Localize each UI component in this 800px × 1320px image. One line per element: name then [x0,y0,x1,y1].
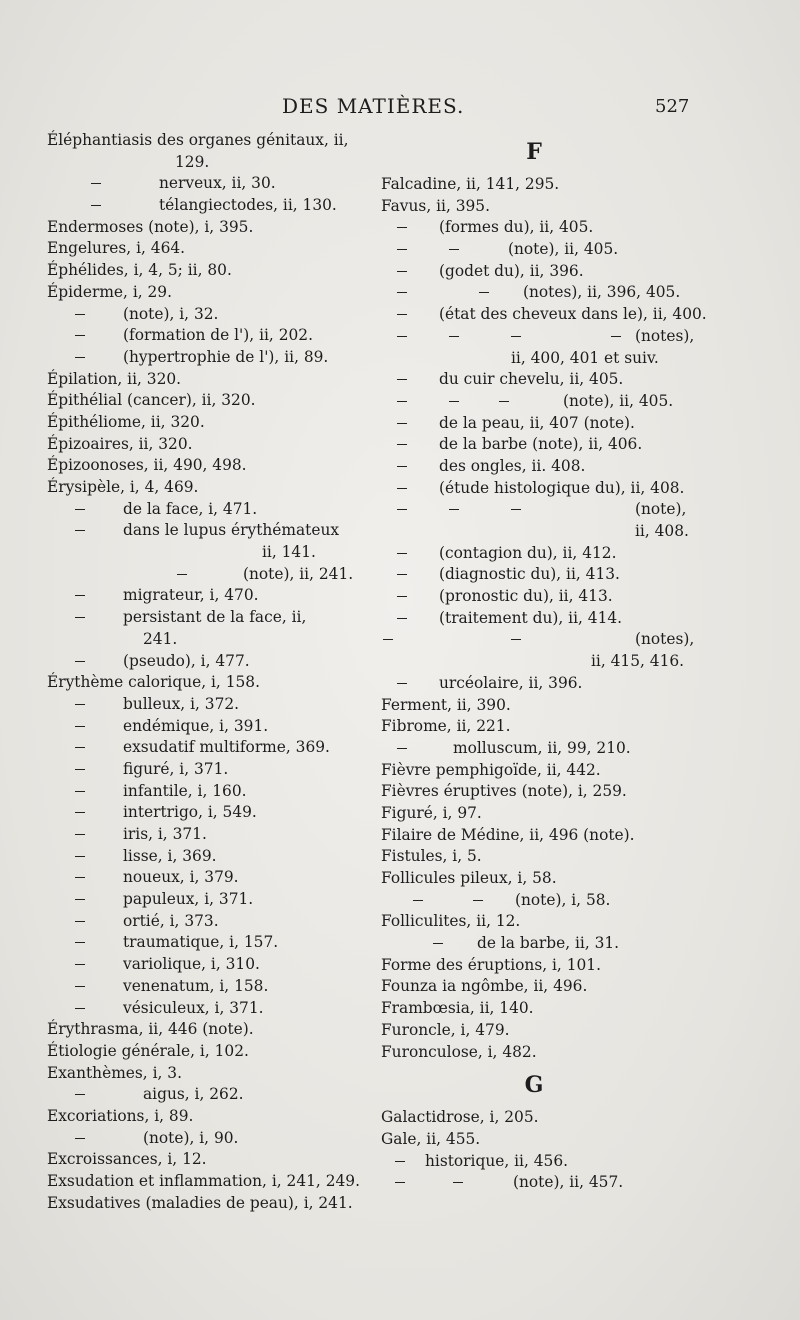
index-entry-text: Érythrasma, ii, 446 (note). [47,1020,254,1039]
index-entry-text: historique, ii, 456. [425,1151,569,1170]
ditto-dash [511,509,521,510]
index-entry [381,781,687,803]
page-number: 527 [655,96,690,117]
index-entry-text: (godet du), ii, 396. [439,261,584,280]
index-entry [47,1106,365,1128]
index-entry [47,585,365,607]
index-entry-text: Fibrome, ii, 221. [381,717,511,736]
index-entry-text: de la barbe, ii, 31. [477,934,620,953]
index-entry [47,976,365,998]
index-entry-text: (contagion du), ii, 412. [439,543,617,562]
ditto-dash [75,595,85,596]
index-entry-text: (note), i, 58. [515,890,611,909]
index-entry-text: Excoriations, i, 89. [47,1106,194,1125]
index-entry [381,608,687,630]
index-entry [381,174,687,196]
index-entry-text: (notes), [635,630,695,649]
index-entry-text: Érythème calorique, i, 158. [47,673,260,692]
index-entry [381,196,687,218]
index-entry-text: (traitement du), ii, 414. [439,608,623,627]
index-entry [381,716,687,738]
index-entry [381,456,687,478]
index-entry-text: dans le lupus érythémateux [123,521,340,540]
index-entry-text: Furoncle, i, 479. [381,1020,510,1039]
index-entry [47,455,365,477]
ditto-dash [75,812,85,813]
index-entry-text: Favus, ii, 395. [381,196,490,215]
index-entry-text: des ongles, ii. 408. [439,456,586,475]
ditto-dash [449,249,459,250]
ditto-dash [449,336,459,337]
index-entry-text: traumatique, i, 157. [123,933,279,952]
index-entry-text: iris, i, 371. [123,825,207,843]
ditto-dash [75,747,85,748]
index-entry [381,326,695,348]
index-entry [47,911,365,933]
ditto-dash [75,661,85,662]
index-entry [47,867,365,889]
index-entry [381,933,687,955]
index-entry [381,434,687,456]
index-entry [47,499,365,521]
index-entry-text: Fistules, i, 5. [381,847,482,866]
index-entry-text: Exsudatives (maladies de peau), i, 241. [47,1193,353,1212]
index-entry-text: Exsudation et inflammation, i, 241, 249. [47,1172,360,1190]
ditto-dash [75,357,85,358]
index-entry [381,1042,687,1064]
index-entry-text: papuleux, i, 371. [123,890,254,909]
index-entry-text: Étiologie générale, i, 102. [47,1041,249,1060]
index-entry-text: exsudatif multiforme, 369. [123,738,330,757]
index-entry [381,1151,687,1173]
index-entry [381,998,687,1020]
index-entry-text: Épiderme, i, 29. [47,282,172,301]
index-entry [47,542,365,564]
index-entry [47,694,365,716]
index-entry-text: Filaire de Médine, ii, 496 (note). [381,825,635,844]
index-entry-text: lisse, i, 369. [123,846,217,865]
index-entry-text: Épithéliome, ii, 320. [47,412,205,431]
index-entry [47,759,365,781]
ditto-dash [75,726,85,727]
index-entry [381,499,687,521]
index-entry [47,889,365,911]
index-entry [47,477,365,499]
index-entry [381,738,687,760]
index-entry-text: (note), i, 32. [123,304,219,323]
index-entry-text: variolique, i, 310. [123,955,260,974]
index-entry [381,261,687,283]
ditto-dash [397,444,407,445]
ditto-dash [511,639,521,640]
index-entry [47,1019,365,1041]
index-entry-text: infantile, i, 160. [123,781,247,800]
ditto-dash [611,336,621,337]
index-entry-text: Figuré, i, 97. [381,803,482,822]
index-entry-text: migrateur, i, 470. [123,586,259,605]
index-entry-text: Frambœsia, ii, 140. [381,999,534,1018]
ditto-dash [397,314,407,315]
index-entry-text: télangiectodes, ii, 130. [159,196,337,215]
index-entry [47,1193,365,1215]
ditto-dash [397,574,407,575]
index-entry [47,932,365,954]
index-entry [381,955,687,977]
index-entry-text: 241. [143,629,178,648]
index-entry-text: Endermoses (note), i, 395. [47,217,254,236]
index-entry-text: (hypertrophie de l'), ii, 89. [123,347,329,366]
index-entry-text: Gale, ii, 455. [381,1129,481,1148]
ditto-dash [75,877,85,878]
ditto-dash [75,769,85,770]
index-entry [381,217,687,239]
index-entry-text: Engelures, i, 464. [47,239,186,258]
index-entry [47,282,365,304]
index-entry [47,347,365,369]
ditto-dash [499,401,509,402]
ditto-dash [397,509,407,510]
index-entry-text: Galactidrose, i, 205. [381,1108,539,1127]
index-entry-text: du cuir chevelu, ii, 405. [439,370,624,389]
ditto-dash [397,227,407,228]
ditto-dash [397,683,407,684]
ditto-dash [397,271,407,272]
index-entry [47,672,365,694]
index-entry-text: Fièvres éruptives (note), i, 259. [381,782,627,801]
ditto-dash [453,1182,463,1183]
ditto-dash [397,292,407,293]
index-entry [381,673,687,695]
index-entry [47,1041,365,1063]
index-entry [381,868,687,890]
ditto-dash [397,748,407,749]
ditto-dash [75,856,85,857]
index-entry-text: (formes du), ii, 405. [439,218,594,237]
index-entry [47,737,365,759]
index-entry [381,369,687,391]
index-entry-text: (note), ii, 405. [563,391,674,410]
index-entry [381,521,687,543]
index-entry-text: venenatum, i, 158. [123,976,269,995]
ditto-dash [397,379,407,380]
index-entry [47,304,365,326]
index-entry-text: endémique, i, 391. [123,716,269,735]
index-entry [47,152,365,174]
index-entry-text: ii, 408. [635,522,689,540]
index-entry [47,802,365,824]
ditto-dash [177,574,187,575]
index-entry-text: Follicules pileux, i, 58. [381,869,557,887]
index-entry [381,304,707,326]
ditto-dash [397,401,407,402]
index-entry-text: (note), ii, 405. [508,240,619,259]
ditto-dash [473,900,483,901]
index-entry [381,239,687,261]
index-entry-text: bulleux, i, 372. [123,694,240,713]
index-entry [381,348,687,370]
index-entry-text: (note), [635,500,687,519]
ditto-dash [75,1094,85,1095]
ditto-dash [75,899,85,900]
ditto-dash [397,596,407,597]
index-entry [47,846,365,868]
ditto-dash [91,183,101,184]
index-entry [381,629,695,651]
index-entry [47,954,365,976]
index-entry-text: Épizoaires, ii, 320. [47,434,193,453]
index-entry [381,1020,687,1042]
index-entry [381,478,687,500]
ditto-dash [449,509,459,510]
index-entry [47,998,365,1020]
index-entry-text: (notes), [635,326,695,345]
ditto-dash [75,530,85,531]
index-column-left [47,130,365,1214]
ditto-dash [397,488,407,489]
index-entry [47,217,365,239]
ditto-dash [395,1161,405,1162]
ditto-dash [397,336,407,337]
ditto-dash [75,834,85,835]
index-entry-text: aigus, i, 262. [143,1085,244,1104]
ditto-dash [75,704,85,705]
page-header-title: DES MATIÈRES. [282,94,465,118]
ditto-dash [397,553,407,554]
index-entry-text: Épilation, ii, 320. [47,369,182,388]
ditto-dash [413,900,423,901]
index-column-right [381,130,707,1194]
index-entry [47,716,365,738]
index-entry [47,564,365,586]
ditto-dash [75,964,85,965]
index-entry-text: ortié, i, 373. [123,911,219,930]
index-entry [47,1149,365,1171]
ditto-dash [75,986,85,987]
index-entry-text: persistant de la face, ii, [123,608,307,627]
ditto-dash [397,423,407,424]
index-entry-text: Folliculites, ii, 12. [381,912,521,931]
index-entry [381,543,687,565]
index-entry [47,325,365,347]
index-entry [47,520,365,542]
index-entry-text: (diagnostic du), ii, 413. [439,565,620,584]
ditto-dash [91,205,101,206]
index-entry-text: de la barbe (note), ii, 406. [439,435,643,454]
ditto-dash [75,1138,85,1139]
index-entry-text: Exanthèmes, i, 3. [47,1063,182,1082]
index-entry-text: molluscum, ii, 99, 210. [453,738,631,757]
index-entry [47,173,365,195]
index-entry [381,695,687,717]
index-entry-text: Ferment, ii, 390. [381,695,511,714]
index-entry-text: intertrigo, i, 549. [123,803,257,822]
ditto-dash [449,401,459,402]
index-entry-text: Épizoonoses, ii, 490, 498. [47,456,247,475]
ditto-dash [433,943,443,944]
index-entry-text: (note), i, 90. [143,1128,239,1147]
index-entry [381,282,687,304]
index-entry [47,260,365,282]
index-entry-text: noueux, i, 379. [123,868,239,887]
ditto-dash [75,335,85,336]
index-entry-text: vésiculeux, i, 371. [123,998,264,1017]
index-entry [381,846,687,868]
index-entry-text: urcéolaire, ii, 396. [439,673,583,692]
index-entry [47,238,365,260]
index-entry-text: de la peau, ii, 407 (note). [439,413,635,432]
index-entry-text: Érysipèle, i, 4, 469. [47,478,199,496]
index-entry [47,390,365,412]
section-letter: F [526,139,542,165]
index-entry-text: (note), ii, 457. [513,1173,624,1192]
index-entry [47,1128,365,1150]
ditto-dash [479,292,489,293]
index-entry [47,781,365,803]
index-entry [381,564,687,586]
index-entry-text: Furonculose, i, 482. [381,1042,537,1061]
index-entry [381,803,687,825]
index-entry [47,824,365,846]
index-entry-text: (formation de l'), ii, 202. [123,326,313,345]
index-entry [47,195,365,217]
index-entry [47,369,365,391]
index-entry [47,434,365,456]
index-entry-text: ii, 415, 416. [591,652,685,671]
index-entry-text: Forme des éruptions, i, 101. [381,955,601,974]
ditto-dash [75,921,85,922]
index-entry [47,629,365,651]
index-entry-text: (pseudo), i, 477. [123,651,250,670]
index-entry-text: (pronostic du), ii, 413. [439,587,613,606]
index-entry [381,760,687,782]
ditto-dash [383,639,393,640]
index-entry-text: nerveux, ii, 30. [159,174,276,193]
index-entry-text: figuré, i, 371. [123,759,229,778]
ditto-dash [511,336,521,337]
index-entry [381,825,687,847]
ditto-dash [75,791,85,792]
index-entry-text: Éphélides, i, 4, 5; ii, 80. [47,261,232,280]
index-entry [47,607,365,629]
ditto-dash [75,509,85,510]
index-entry [381,651,687,673]
ditto-dash [75,1008,85,1009]
ditto-dash [75,942,85,943]
index-entry-text: Falcadine, ii, 141, 295. [381,175,560,193]
index-entry [381,1129,687,1151]
ditto-dash [75,617,85,618]
index-entry-text: Épithélial (cancer), ii, 320. [47,391,256,410]
index-entry [381,976,687,998]
index-entry-text: (étude histologique du), ii, 408. [439,478,685,497]
index-entry-text: Excroissances, i, 12. [47,1150,207,1169]
index-entry [47,651,365,673]
index-entry [381,413,687,435]
index-entry-text: ii, 400, 401 et suiv. [511,348,659,367]
index-entry-text: Fièvre pemphigoïde, ii, 442. [381,760,601,779]
index-entry-text: Éléphantiasis des organes génitaux, ii, [47,131,349,149]
ditto-dash [397,249,407,250]
index-entry [47,1084,365,1106]
index-entry [47,1171,365,1193]
index-entry [381,890,687,912]
index-entry-text: (note), ii, 241. [243,564,354,583]
index-entry-text: Founza ia ngômbe, ii, 496. [381,977,588,996]
index-entry [381,911,687,933]
index-entry [47,1063,365,1085]
ditto-dash [75,314,85,315]
ditto-dash [397,618,407,619]
index-entry [381,391,687,413]
index-entry-text: 129. [175,152,210,171]
ditto-dash [395,1182,405,1183]
ditto-dash [397,466,407,467]
index-entry [47,412,365,434]
index-entry [381,586,687,608]
section-letter: G [524,1072,544,1099]
index-entry [47,130,365,152]
index-entry [381,1107,687,1129]
index-entry-text: (état des cheveux dans le), ii, 400. [439,305,707,324]
index-entry-text: ii, 141. [262,543,316,562]
index-entry-text: (notes), ii, 396, 405. [523,283,681,302]
index-entry [381,1172,687,1194]
index-entry-text: de la face, i, 471. [123,499,258,518]
